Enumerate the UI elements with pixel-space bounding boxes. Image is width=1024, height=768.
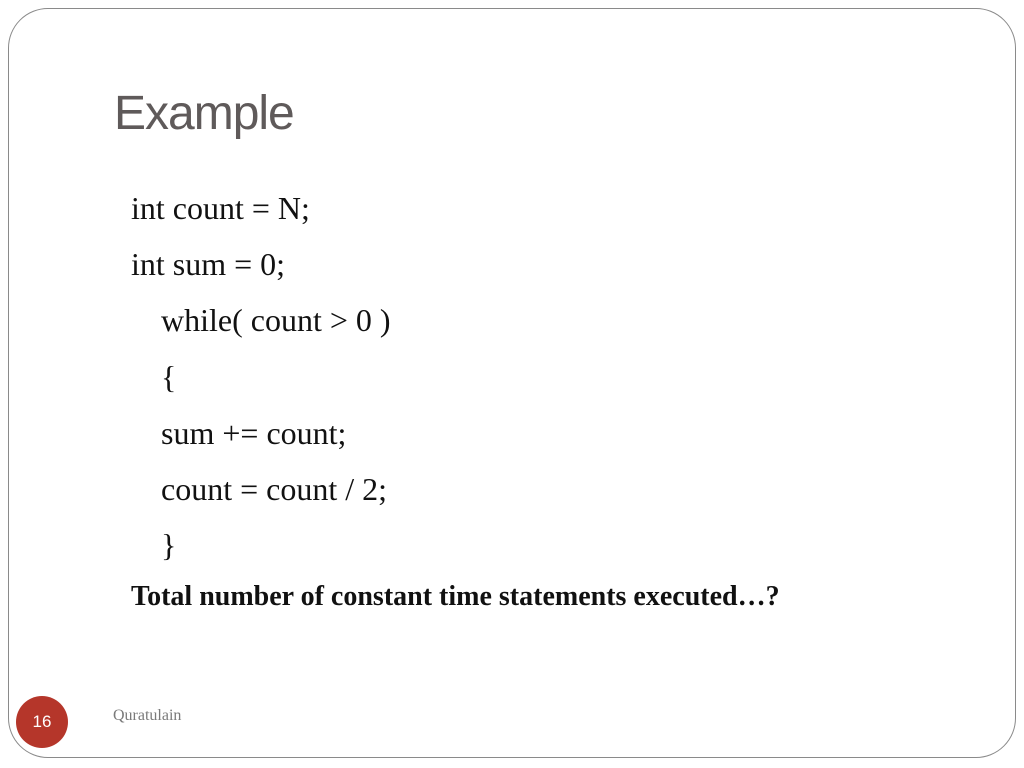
slide-title: Example [114, 87, 294, 140]
code-line-sum-add: sum += count; [161, 415, 347, 451]
page-number: 16 [32, 712, 52, 731]
page-number-badge [16, 696, 68, 748]
code-line-open-brace: { [161, 359, 177, 395]
code-line-close-brace: } [161, 527, 177, 563]
code-line-count-halve: count = count / 2; [161, 471, 388, 507]
question-text: Total number of constant time statements executed…? [131, 581, 780, 612]
code-line-while: while( count > 0 ) [161, 302, 391, 338]
code-line-declare-count: int count = N; [131, 190, 310, 226]
footer-author: Quratulain [113, 707, 182, 724]
code-line-declare-sum: int sum = 0; [131, 246, 286, 282]
